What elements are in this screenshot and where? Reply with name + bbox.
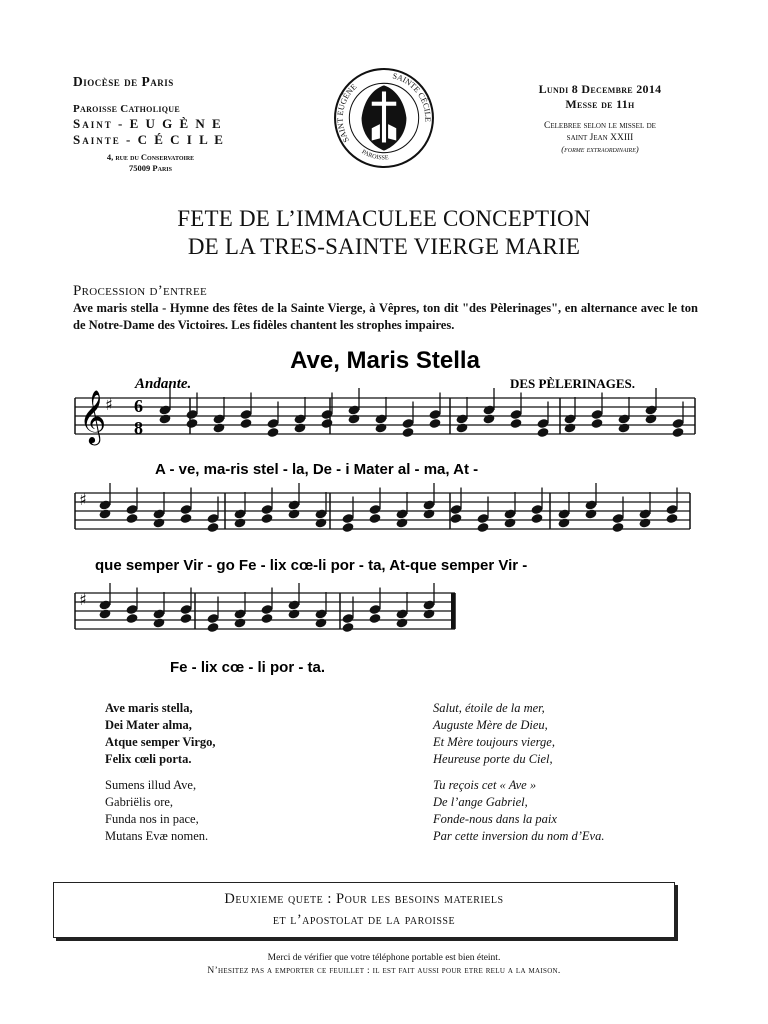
note-head [320,418,333,429]
procession-heading: Procession d’entree [73,283,208,299]
note-head [233,517,246,528]
note-head [665,513,678,524]
footer-take-leaflet: N’hesitez pas a emporter ce feuillet : il est fait aussi pour etre relu a la maison. [207,966,561,976]
sharp-icon: ♯ [79,490,87,509]
note-head [455,422,468,433]
verse-line: Sumens illud Ave, [105,778,197,792]
note-head [206,522,219,533]
note-head [179,513,192,524]
note-head [152,617,165,628]
note-head [152,517,165,528]
note-head [374,422,387,433]
note-head [233,617,246,628]
lyrics-line-3: Fe - lix cœ - li por - ta. [170,659,326,676]
verse-line: Et Mère toujours vierge, [433,735,555,749]
note-head [206,622,219,633]
verse-line: Dei Mater alma, [105,718,192,732]
feast-title [0,205,768,261]
latin-stanza-1 [105,700,385,768]
french-stanza-2 [433,777,713,845]
note-head [422,608,435,619]
latin-stanza-2 [105,777,385,845]
note-head [341,522,354,533]
verse-line: Heureuse porte du Ciel, [433,752,553,766]
verse-line: Gabriëlis ore, [105,795,174,809]
time-signature-top: 6 [134,396,143,416]
note-head [368,513,381,524]
note-head [125,513,138,524]
note-head [482,413,495,424]
parish-header [73,74,243,174]
note-head [671,427,684,438]
sharp-icon: ♯ [79,590,87,609]
feast-title-line-2: DE LA TRES-SAINTE VIERGE MARIE [187,234,581,259]
verse-line: Atque semper Virgo, [105,735,216,749]
verse-line: Funda nos in pace, [105,812,199,826]
note-head [158,413,171,424]
note-head [536,427,549,438]
parish-type: Paroisse Catholique [73,103,180,115]
score-title: Ave, Maris Stella [290,347,480,374]
note-head [260,513,273,524]
footer-notice [0,952,768,978]
note-head [314,517,327,528]
verse-line: De l’ange Gabriel, [433,795,528,809]
note-head [293,422,306,433]
collection-line-1: Deuxieme quete : Pour les besoins materiels [224,891,504,907]
procession-description: Ave maris stella - Hymne des fêtes de la Sainte Vierge, à Vêpres, ton dit "des Pèlerinages", en alternance avec le ton de Notre-Dame des Victoires. Les fidèles chantent les strophes impaires. [73,301,698,332]
note-head [449,513,462,524]
note-head [287,508,300,519]
note-head [239,418,252,429]
score-tempo: Andante. [135,376,192,392]
verse-line: Felix cœli porta. [105,752,192,766]
note-head [314,617,327,628]
lyrics-line-2: que semper Vir - go Fe - lix cœ-li por - ta, At-que semper Vir - [95,557,528,574]
sharp-icon: ♯ [105,395,113,414]
treble-clef-icon: 𝄞 [79,389,107,443]
note-head [266,427,279,438]
verse-line: Salut, étoile de la mer, [433,701,545,715]
note-head [212,422,225,433]
note-head [617,422,630,433]
note-head [185,418,198,429]
final-bar-line [451,593,455,629]
diocese-label: Diocèse de Paris [73,74,174,89]
collection-notice [53,882,675,938]
note-head [347,413,360,424]
rite-line-2: saint Jean XXIII [566,133,634,143]
parish-address-city: 75009 Paris [129,163,172,173]
note-head [557,517,570,528]
note-head [428,418,441,429]
note-head [125,613,138,624]
note-head [590,418,603,429]
french-column [433,700,713,845]
note-head [509,418,522,429]
note-head [287,608,300,619]
parish-seal-logo [333,67,435,169]
parish-sainte-cecile: Sainte - C É C I L E [73,132,225,147]
note-head [368,613,381,624]
verse-line: Auguste Mère de Dieu, [433,718,548,732]
mass-date: Lundi 8 Decembre 2014 [538,82,662,96]
parish-address-street: 4, rue du Conservatoire [106,152,195,162]
note-head [503,517,516,528]
note-head [341,622,354,633]
verse-line: Mutans Evæ nomen. [105,829,209,843]
note-head [98,508,111,519]
parish-saint-eugene: Saint - E U G È N E [73,116,223,131]
time-signature-bottom: 8 [134,418,143,438]
note-head [611,522,624,533]
svg-text:PAROISSE: PAROISSE [360,149,389,162]
note-head [395,617,408,628]
verse-line: Par cette inversion du nom d’Eva. [433,829,605,843]
verse-line: Ave maris stella, [105,701,193,715]
note-head [644,413,657,424]
verse-line: Tu reçois cet « Ave » [433,778,537,792]
latin-column [105,700,385,845]
note-head [401,427,414,438]
note-head [563,422,576,433]
feast-title-line-1: FETE DE L’IMMACULEE CONCEPTION [177,206,591,231]
note-head [260,613,273,624]
lyrics-line-1: A - ve, ma-ris stel - la, De - i Mater al - ma, At - [155,461,479,478]
mass-time: Messe de 11h [565,97,635,111]
note-head [476,522,489,533]
score-subtitle: DES PÈLERINAGES. [510,376,635,391]
svg-text:SAINT EUGÈNE: SAINT EUGÈNE [335,82,359,145]
footer-phone-reminder: Merci de vérifier que votre téléphone portable est bien éteint. [267,953,501,963]
note-head [98,608,111,619]
verse-line: Fonde-nous dans la paix [433,812,557,826]
rite-line-1: Celebree selon le missel de [544,121,656,131]
mass-info [500,82,700,155]
rite-line-3: (forme extraordinaire) [561,144,639,154]
note-head [584,508,597,519]
note-head [179,613,192,624]
collection-line-2: et l’apostolat de la paroisse [272,912,456,928]
note-head [638,517,651,528]
svg-text:SAINTE CÉCILE: SAINTE CÉCILE [391,71,433,123]
french-stanza-1 [433,700,713,768]
sheet-music [70,338,700,683]
note-head [422,508,435,519]
note-head [530,513,543,524]
note-head [395,517,408,528]
